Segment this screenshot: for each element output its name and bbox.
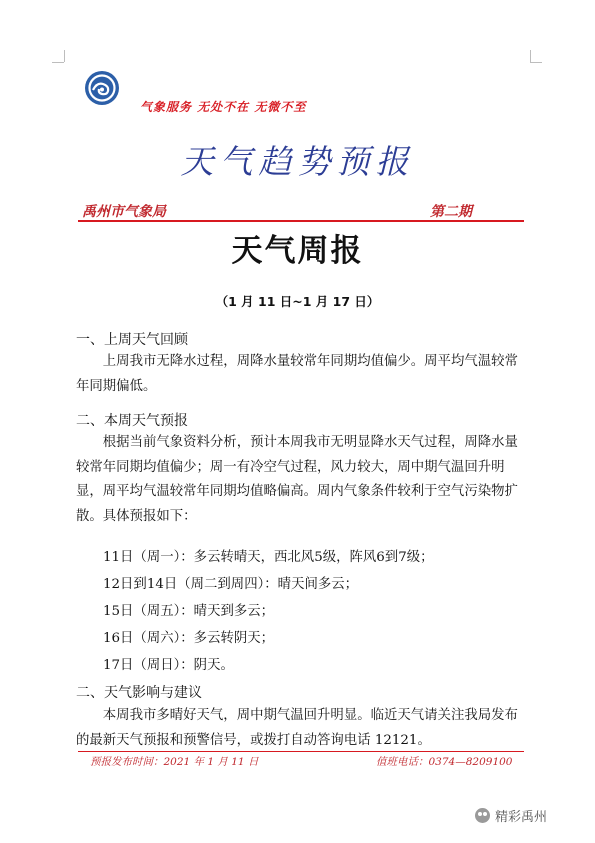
section-body: 根据当前气象资料分析，预计本周我市无明显降水天气过程，周降水量较常年同期均值偏少；周一有冷空气过程，风力较大，周中期气温回升明显，周平均气温较常年同期均值略偏高。周内气象条件较利于空气污染物扩散。具体预报如下： (76, 435, 518, 524)
footer-divider (78, 751, 524, 752)
section-body: 上周我市无降水过程，周降水量较常年同期均值偏少。周平均气温较常年同期偏低。 (76, 354, 518, 394)
daily-forecast-line: 12日到14日（周二到周四）：晴天间多云； (103, 577, 359, 592)
report-title: 天气周报 (231, 233, 364, 269)
date-range: （1 月 11 日~1 月 17 日） (215, 294, 380, 309)
section-heading: 二、本周天气预报 (76, 413, 188, 429)
issue-number: 第二期 (430, 204, 472, 220)
corner-mark (64, 50, 65, 62)
daily-forecast-line: 16日（周六）：多云转阴天； (103, 631, 275, 646)
issuing-organization: 禹州市气象局 (82, 204, 166, 220)
corner-mark (530, 50, 531, 62)
corner-mark (530, 62, 542, 63)
section-heading: 一、上周天气回顾 (76, 332, 188, 348)
section-heading: 二、天气影响与建议 (76, 685, 202, 701)
watermark (475, 806, 547, 825)
issue-date: 预报发布时间：2021 年 1 月 11 日 (90, 756, 259, 768)
watermark-text: 精彩禹州 (495, 810, 548, 825)
corner-mark (52, 62, 64, 63)
motto: 气象服务 无处不在 无微不至 (140, 100, 307, 114)
daily-forecast-line: 15日（周五）：晴天到多云； (103, 604, 275, 619)
section-body: 本周我市多晴好天气，周中期气温回升明显。临近天气请关注我局发布的最新天气预报和预警信号，或拨打自动答询电话 12121。 (76, 708, 518, 748)
daily-forecast-line: 17日（周日）：阴天。 (103, 658, 234, 673)
daily-forecast-line: 11日（周一）：多云转晴天，西北风5级，阵风6到7级； (103, 550, 434, 565)
wechat-icon (475, 808, 490, 823)
duty-phone: 值班电话：0374—8209100 (376, 756, 513, 768)
meteorological-logo-icon (84, 70, 120, 106)
masthead-title: 天气趋势预报 (180, 142, 415, 181)
header-divider (78, 220, 524, 222)
